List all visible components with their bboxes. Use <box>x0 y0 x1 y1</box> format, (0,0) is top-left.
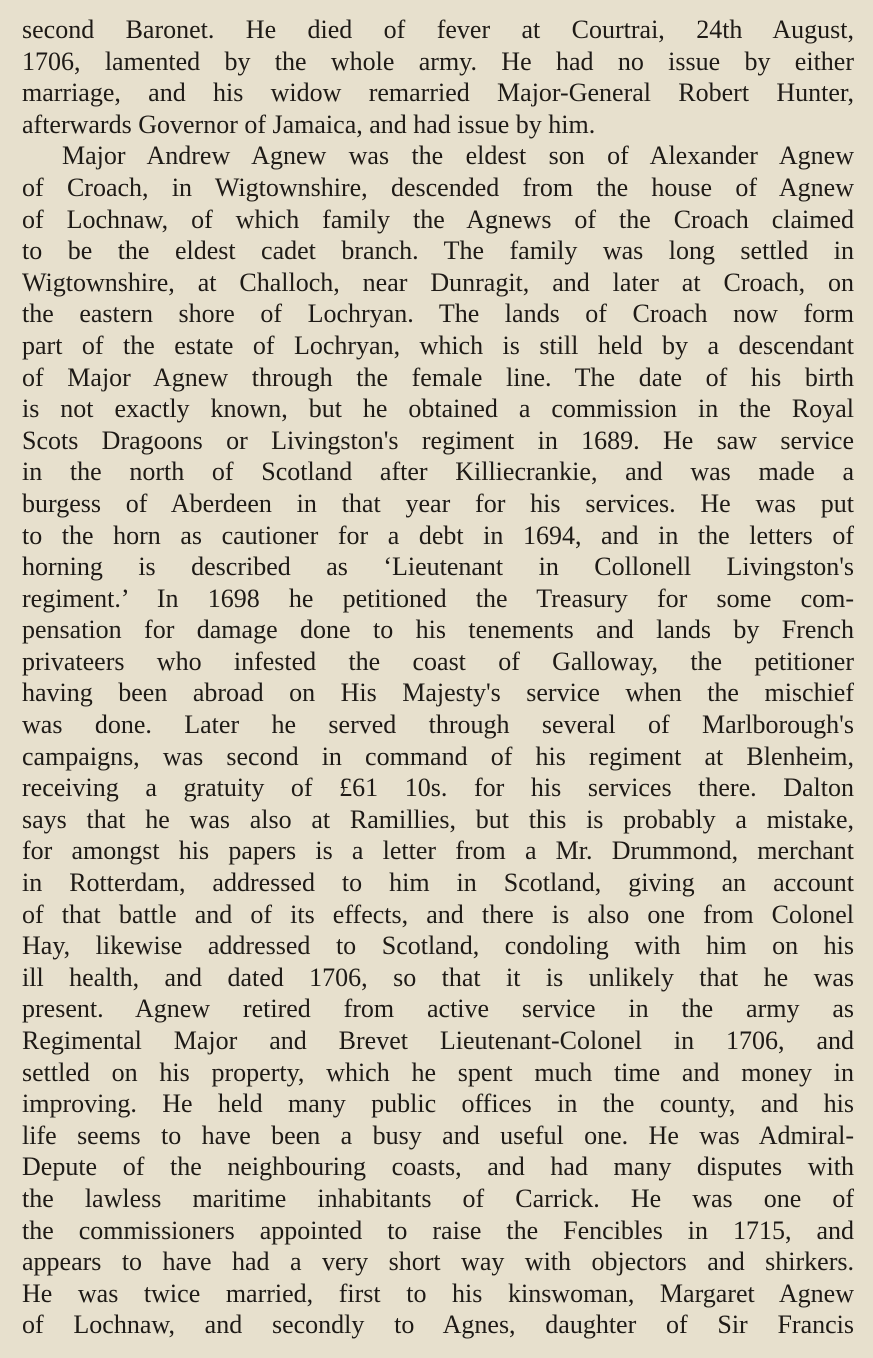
text-line: receiving a gratuity of £61 10s. for his services there. Dalton <box>22 773 854 803</box>
text-line: of Lochnaw, and secondly to Agnes, daughter of Sir Francis <box>22 1310 854 1340</box>
text-line: privateers who infested the coast of Galloway, the petitioner <box>22 646 854 676</box>
paragraph-1 <box>22 14 854 140</box>
text-line: for amongst his papers is a letter from a Mr. Drummond, merchant <box>22 836 854 866</box>
text-line: ill health, and dated 1706, so that it is unlikely that he was <box>22 962 854 992</box>
text-line: Wigtownshire, at Challoch, near Dunragit, and later at Croach, on <box>22 267 854 297</box>
text-line: was done. Later he served through several of Marlborough's <box>22 710 854 740</box>
text-line: to the horn as cautioner for a debt in 1694, and in the letters of <box>22 520 854 550</box>
text-line: present. Agnew retired from active service in the army as <box>22 994 854 1024</box>
text-line: in the north of Scotland after Killiecrankie, and was made a <box>22 457 854 487</box>
text-line: the commissioners appointed to raise the Fencibles in 1715, and <box>22 1215 854 1245</box>
text-line: Depute of the neighbouring coasts, and had many disputes with <box>22 1152 854 1182</box>
text-line: the lawless maritime inhabitants of Carrick. He was one of <box>22 1183 854 1213</box>
text-line: settled on his property, which he spent much time and money in <box>22 1057 854 1087</box>
text-line: life seems to have been a busy and useful one. He was Admiral- <box>22 1120 854 1150</box>
text-line: Hay, likewise addressed to Scotland, condoling with him on his <box>22 931 854 961</box>
text-line: Regimental Major and Brevet Lieutenant-Colonel in 1706, and <box>22 1026 854 1055</box>
text-line: 1706, lamented by the whole army. He had no issue by either <box>22 46 854 76</box>
text-line: marriage, and his widow remarried Major-General Robert Hunter, <box>22 78 854 108</box>
text-line: pensation for damage done to his tenements and lands by French <box>22 615 854 645</box>
text-line: horning is described as ‘Lieutenant in Collonell Livingston's <box>22 552 854 582</box>
text-line: of Croach, in Wigtownshire, descended from the house of Agnew <box>22 172 854 202</box>
paragraph-2 <box>22 140 854 1341</box>
text-line: campaigns, was second in command of his regiment at Blenheim, <box>22 741 854 771</box>
text-line: of Lochnaw, of which family the Agnews of the Croach claimed <box>22 204 854 234</box>
text-line: improving. He held many public offices in the county, and his <box>22 1089 854 1119</box>
text-line: in Rotterdam, addressed to him in Scotland, giving an account <box>22 868 854 898</box>
text-line: regiment.’ In 1698 he petitioned the Treasury for some com- <box>22 583 854 613</box>
text-line: Major Andrew Agnew was the eldest son of Alexander Agnew <box>62 141 854 171</box>
text-line: the eastern shore of Lochryan. The lands of Croach now form <box>22 299 854 329</box>
text-line: appears to have had a very short way with objectors and shirkers. <box>22 1247 854 1277</box>
text-line: afterwards Governor of Jamaica, and had issue by him. <box>22 109 596 139</box>
text-line: burgess of Aberdeen in that year for his services. He was put <box>22 488 854 518</box>
body-text <box>22 14 854 1341</box>
text-line: part of the estate of Lochryan, which is still held by a descendant <box>22 330 854 360</box>
text-line: Scots Dragoons or Livingston's regiment in 1689. He saw service <box>22 425 854 455</box>
text-line: having been abroad on His Majesty's service when the mischief <box>22 678 854 708</box>
text-line: of that battle and of its effects, and there is also one from Colonel <box>22 899 854 929</box>
text-line: says that he was also at Ramillies, but this is probably a mistake, <box>22 804 854 834</box>
text-line: to be the eldest cadet branch. The family was long settled in <box>22 236 854 266</box>
text-line: He was twice married, first to his kinswoman, Margaret Agnew <box>22 1278 854 1308</box>
text-line: of Major Agnew through the female line. The date of his birth <box>22 362 854 392</box>
text-line: second Baronet. He died of fever at Courtrai, 24th August, <box>22 15 854 44</box>
text-line: is not exactly known, but he obtained a commission in the Royal <box>22 394 854 424</box>
